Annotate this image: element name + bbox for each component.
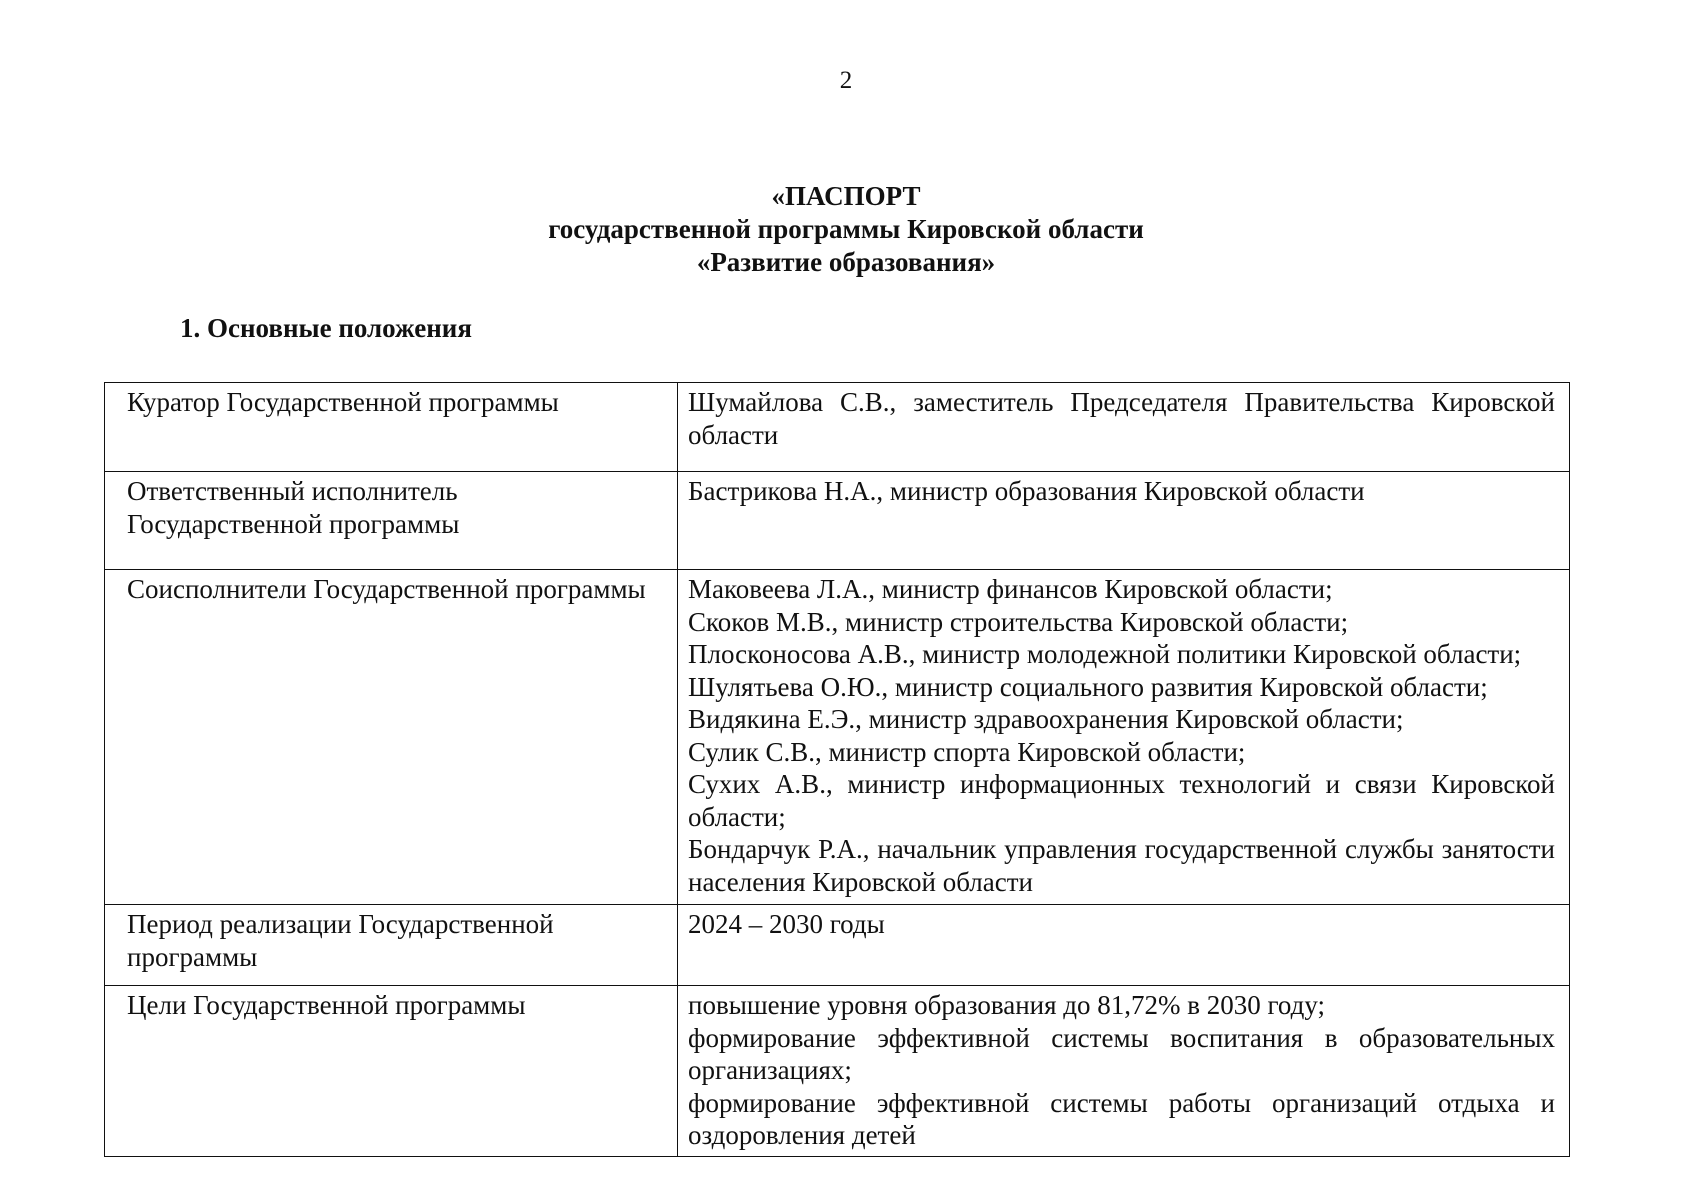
value-line: Бондарчук Р.А., начальник управления государственной службы занятости населения Кировской области — [688, 834, 1555, 897]
value-line: Шумайлова С.В., заместитель Председателя Правительства Кировской области — [688, 387, 1555, 450]
section-heading: 1. Основные положения — [180, 313, 472, 343]
row-label: Период реализации Государственной программы — [105, 905, 678, 986]
value-line: формирование эффективной системы работы организаций отдыха и оздоровления детей — [688, 1087, 1555, 1150]
value-line: Сулик С.В., министр спорта Кировской области; — [688, 736, 1246, 767]
row-value — [678, 905, 1570, 986]
passport-table — [104, 382, 1570, 1157]
row-value — [678, 570, 1570, 905]
table-row-curator — [105, 383, 1570, 472]
value-line: формирование эффективной системы воспитания в образовательных организациях; — [688, 1022, 1555, 1085]
value-line: Бастрикова Н.А., министр образования Кировской области — [688, 476, 1365, 506]
value-line: повышение уровня образования до 81,72% в 2030 году; — [688, 990, 1326, 1020]
value-line: Видякина Е.Э., министр здравоохранения Кировской области; — [688, 704, 1404, 734]
table-row-responsible-executor — [105, 472, 1570, 570]
page-number: 2 — [839, 67, 853, 94]
row-value — [678, 472, 1570, 570]
row-label: Куратор Государственной программы — [105, 383, 678, 472]
value-line: Скоков М.В., министр строительства Кировской области; — [688, 606, 1349, 637]
value-line: Маковеева Л.А., министр финансов Кировской области; — [688, 574, 1333, 604]
value-line: 2024 – 2030 годы — [688, 909, 885, 939]
value-line: Сухих А.В., министр информационных технологий и связи Кировской области; — [688, 769, 1555, 832]
table-row-goals — [105, 986, 1570, 1157]
row-label: Ответственный исполнитель Государственной программы — [105, 472, 678, 570]
table-row-co-executors — [105, 570, 1570, 905]
title-line-program: государственной программы Кировской области — [548, 214, 1144, 244]
title-line-program-name: «Развитие образования» — [696, 247, 996, 277]
title-line-passport: «ПАСПОРТ — [771, 181, 921, 211]
value-line: Шулятьева О.Ю., министр социального развития Кировской области; — [688, 671, 1488, 702]
value-line: Плосконосова А.В., министр молодежной политики Кировской области; — [688, 639, 1522, 669]
row-value — [678, 986, 1570, 1157]
row-value — [678, 383, 1570, 472]
row-label: Соисполнители Государственной программы — [105, 570, 678, 905]
row-label: Цели Государственной программы — [105, 986, 678, 1157]
table-row-implementation-period — [105, 905, 1570, 986]
document-title — [0, 180, 1692, 279]
